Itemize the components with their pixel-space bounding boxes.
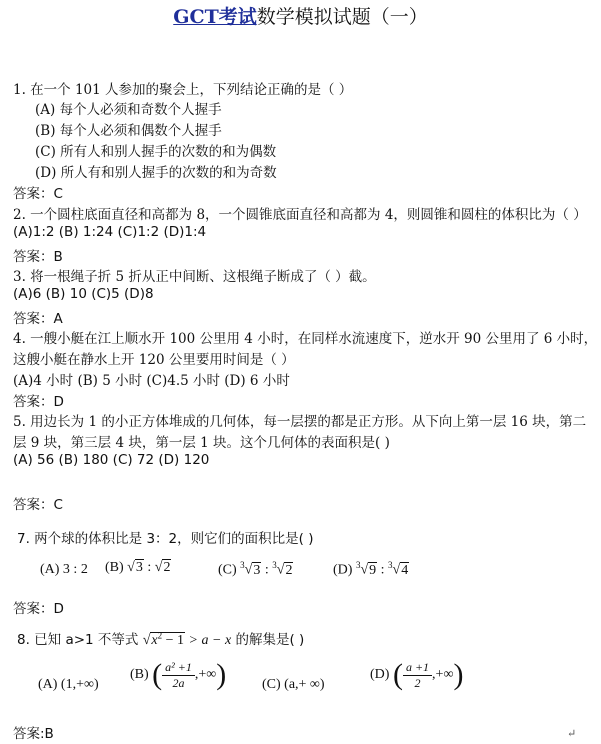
q5-answer: 答案：C [13,497,63,513]
q7-option-c-rad1: 3 [253,562,261,578]
q7-option-b [105,560,171,576]
sqrt-icon: √ [392,562,401,578]
title-text: 数学模拟试题（一） [256,6,428,28]
q5-options: (A) 56 (B) 180 (C) 72 (D) 120 [13,452,210,468]
q7-option-d-index1: 3 [355,560,361,570]
q7-option-d-label: (D) [333,562,353,578]
q8-option-b-frac [162,660,195,691]
paren-left-icon: ( [152,658,163,691]
q4-stem-line2: 这艘小艇在静水上开 120 公里要用时间是（ ） [13,352,295,368]
q4-answer: 答案：D [13,394,64,410]
q7-option-b-rad1: 3 [135,560,143,575]
q7-option-d-rad1: 9 [369,562,377,578]
q7-option-d-rad2: 4 [401,562,409,578]
q8-stem-pre: 8. 已知 a>1 不等式 [17,632,139,648]
q7-option-b-rad2: 2 [163,560,171,575]
q3-stem: 3. 将一根绳子折 5 折从正中间断、这根绳子断成了（ ）截。 [13,269,376,285]
q7-option-c-rad2: 2 [285,562,293,578]
title-brand-link[interactable]: GCT考试 [173,6,257,28]
page-title [0,2,601,29]
q4-options: (A)4 小时 (B) 5 小时 (C)4.5 小时 (D) 6 小时 [13,373,290,389]
q8-option-d-frac [403,660,432,691]
q7-option-c-index2: 3 [272,560,277,570]
sqrt-icon: √ [244,562,253,578]
q8-inequality [143,632,231,648]
q1-option-c: (C) 所有人和别人握手的次数的和为偶数 [35,144,277,160]
sqrt-icon: √ [154,560,163,575]
q7-option-b-label: (B) [105,560,124,575]
q8-option-d-tail: ,+∞ [432,667,454,682]
q7-answer: 答案：D [13,601,64,617]
q8-option-b [130,658,226,692]
q8-option-d [370,658,463,692]
q7-option-b-sep: : [143,560,155,575]
q5-stem-line2: 层 9 块，第三层 4 块，第一层 1 块。这个几何体的表面积是( ) [13,435,390,451]
q8-stem [17,628,304,649]
q8-option-b-num: a² +1 [165,659,192,674]
q3-options: (A)6 (B) 10 (C)5 (D)8 [13,286,154,302]
q2-options: (A)1:2 (B) 1:24 (C)1:2 (D)1:4 [13,224,207,240]
sqrt-icon: √ [276,562,285,578]
q2-stem: 2. 一个圆柱底面直径和高都为 8，一个圆锥底面直径和高都为 4，则圆锥和圆柱的体积比为（ ） [13,207,587,223]
q8-answer: 答案:B [13,726,54,742]
q8-option-d-den: 2 [414,675,421,690]
paren-right-icon: ) [453,658,464,691]
q8-rad-minus: − 1 [162,633,185,648]
q7-option-c [218,560,293,579]
q3-answer: 答案：A [13,311,63,327]
sqrt-icon: √ [127,560,135,575]
q1-answer: 答案：C [13,186,63,202]
q1-option-a: (A) 每个人必须和奇数个人握手 [35,102,222,118]
q1-option-b: (B) 每个人必须和偶数个人握手 [35,123,222,139]
q8-option-d-label: (D) [370,667,390,682]
q8-rad-var: x [151,633,158,648]
q8-rel: > a − x [185,633,232,648]
q5-stem-line1: 5. 用边长为 1 的小正方体堆成的几何体，每一层摆的都是正方形。从下向上第一层 16 块，第二 [13,414,587,430]
q1-stem: 1. 在一个 101 人参加的聚会上，下列结论正确的是（ ） [13,82,353,98]
q7-option-c-label: (C) [218,562,237,578]
q7-stem: 7. 两个球的体积比是 3：2，则它们的面积比是( ) [17,531,314,547]
q8-option-d-num: a +1 [405,659,430,674]
q8-option-b-tail: ,+∞ [194,667,217,682]
q7-option-c-sep: : [261,562,273,578]
paragraph-mark-icon: ↵ [567,727,577,740]
q7-option-c-index1: 3 [240,560,245,570]
q7-option-a: (A) 3 : 2 [40,562,88,577]
q2-answer: 答案：B [13,249,63,265]
paren-right-icon: ) [216,658,227,691]
sqrt-icon: √ [360,562,369,578]
q8-option-b-label: (B) [130,667,149,682]
q8-option-c: (C) (a,+ ∞) [262,677,325,692]
q7-option-d-index2: 3 [388,560,393,570]
q7-option-d-sep: : [377,562,389,578]
paren-left-icon: ( [392,658,403,691]
q4-stem-line1: 4. 一艘小艇在江上顺水开 100 公里用 4 小时，在同样水流速度下，逆水开 90 公里用了 6 小时， [13,331,598,347]
q7-option-d [333,560,409,579]
sqrt-icon: √ [142,633,151,648]
q8-option-a: (A) (1,+∞) [38,677,99,692]
q1-option-d: (D) 所人有和别人握手的次数的和为奇数 [35,165,277,181]
q8-rad-exp: 2 [157,630,163,641]
q8-stem-post: 的解集是( ) [231,632,305,648]
q8-option-b-den: 2a [172,675,185,690]
